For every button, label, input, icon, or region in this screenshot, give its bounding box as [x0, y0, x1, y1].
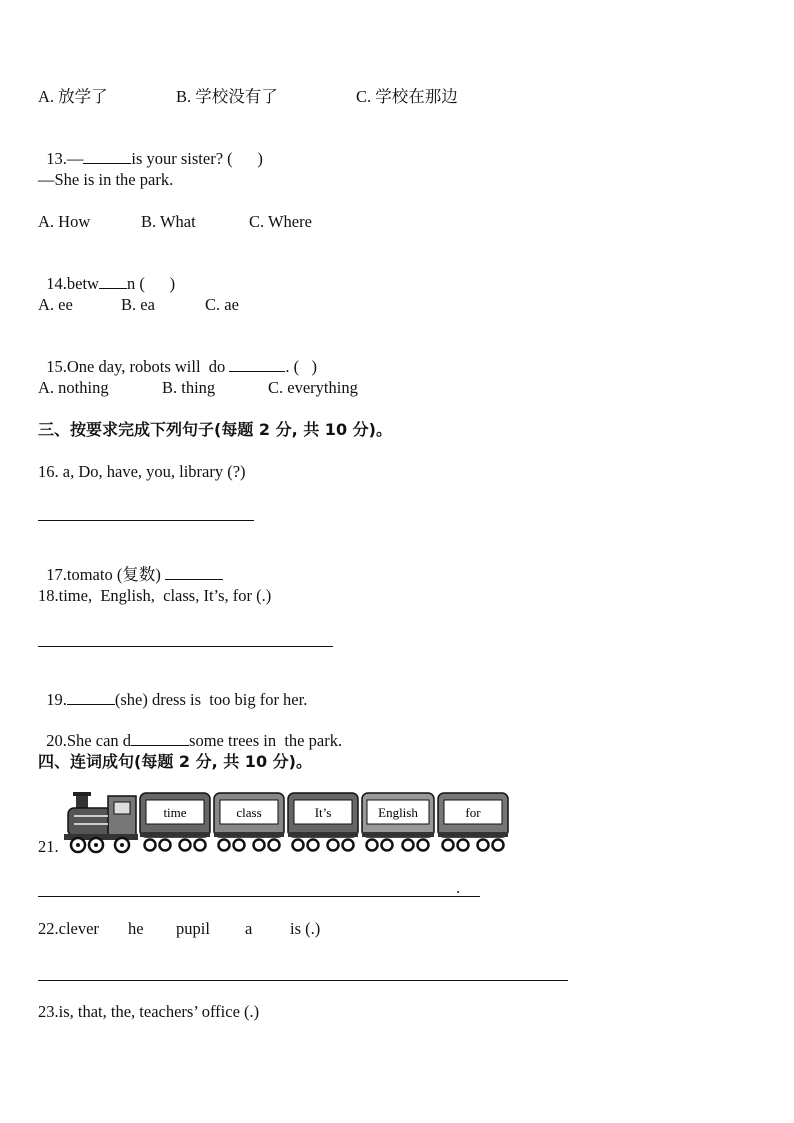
q19-prefix: 19.: [46, 690, 67, 709]
q16-answer-line[interactable]: [38, 520, 254, 521]
q21-period: .: [456, 878, 461, 897]
q13-option-c: C. Where: [249, 212, 312, 231]
section-3-title: 三、按要求完成下列句子(每题 2 分, 共 10 分)。: [38, 420, 392, 439]
q15-suffix: . ( ): [285, 357, 318, 376]
q19-suffix: (she) dress is too big for her.: [114, 690, 308, 709]
question-13: [38, 129, 263, 169]
q13-reply: —She is in the park.: [38, 170, 174, 189]
q22-word-5: is (.): [290, 919, 321, 938]
q22-word-1: 22.clever: [38, 919, 99, 938]
q13-prefix: 13.—: [46, 149, 84, 168]
q22-word-4: a: [245, 919, 253, 938]
train-car-2: [214, 793, 284, 851]
q15-blank[interactable]: [229, 357, 285, 372]
q15-option-a: A. nothing: [38, 378, 109, 397]
q17-text: 17.tomato (复数): [46, 565, 161, 584]
q12-option-c: C. 学校在那边: [356, 87, 458, 106]
q13-blank[interactable]: [83, 149, 131, 164]
question-15: [38, 337, 317, 377]
q21-number: 21.: [38, 837, 59, 856]
question-20: [38, 711, 342, 751]
train-car-4: [362, 793, 434, 851]
q22-answer-line[interactable]: [38, 980, 568, 981]
train-car-3: [288, 793, 358, 851]
question-19: [38, 670, 307, 710]
q15-option-c: C. everything: [268, 378, 358, 397]
train-word-3: It’s: [314, 805, 332, 820]
q13-option-a: A. How: [38, 212, 91, 231]
q19-blank[interactable]: [67, 690, 115, 705]
q20-suffix: some trees in the park.: [189, 731, 343, 750]
q22-word-2: he: [128, 919, 144, 938]
locomotive-icon: [64, 792, 138, 852]
question-16: 16. a, Do, have, you, library (?): [38, 462, 246, 481]
q20-prefix: 20.She can d: [46, 731, 132, 750]
section-4-title: 四、连词成句(每题 2 分, 共 10 分)。: [38, 752, 312, 771]
q15-prefix: 15.One day, robots will do: [46, 357, 226, 376]
q13-option-b: B. What: [141, 212, 196, 231]
train-word-4: English: [378, 805, 418, 820]
q14-option-c: C. ae: [205, 295, 239, 314]
q14-blank[interactable]: [99, 274, 127, 289]
q21-answer-line[interactable]: [38, 896, 480, 897]
q15-option-b: B. thing: [162, 378, 216, 397]
q14-option-a: A. ee: [38, 295, 73, 314]
q12-option-a: A. 放学了: [38, 87, 108, 106]
q14-suffix: n ( ): [126, 274, 176, 293]
q22-word-3: pupil: [176, 919, 210, 938]
q14-option-b: B. ea: [121, 295, 155, 314]
q17-blank[interactable]: [165, 565, 223, 580]
train-illustration: [64, 790, 514, 854]
q20-blank[interactable]: [131, 731, 189, 746]
q13-suffix: is your sister? ( ): [131, 149, 263, 168]
question-17: [38, 545, 223, 585]
train-car-1: [140, 793, 210, 851]
question-14: [38, 254, 175, 294]
train-word-1: time: [163, 805, 187, 820]
train-car-5: [438, 793, 508, 851]
q12-option-b: B. 学校没有了: [176, 87, 278, 106]
q18-answer-line[interactable]: [38, 646, 333, 647]
question-18: 18.time, English, class, It’s, for (.): [38, 586, 272, 605]
train-word-5: for: [465, 805, 481, 820]
q14-prefix: 14.betw: [46, 274, 99, 293]
question-23: 23.is, that, the, teachers’ office (.): [38, 1002, 260, 1021]
train-word-2: class: [236, 805, 262, 820]
